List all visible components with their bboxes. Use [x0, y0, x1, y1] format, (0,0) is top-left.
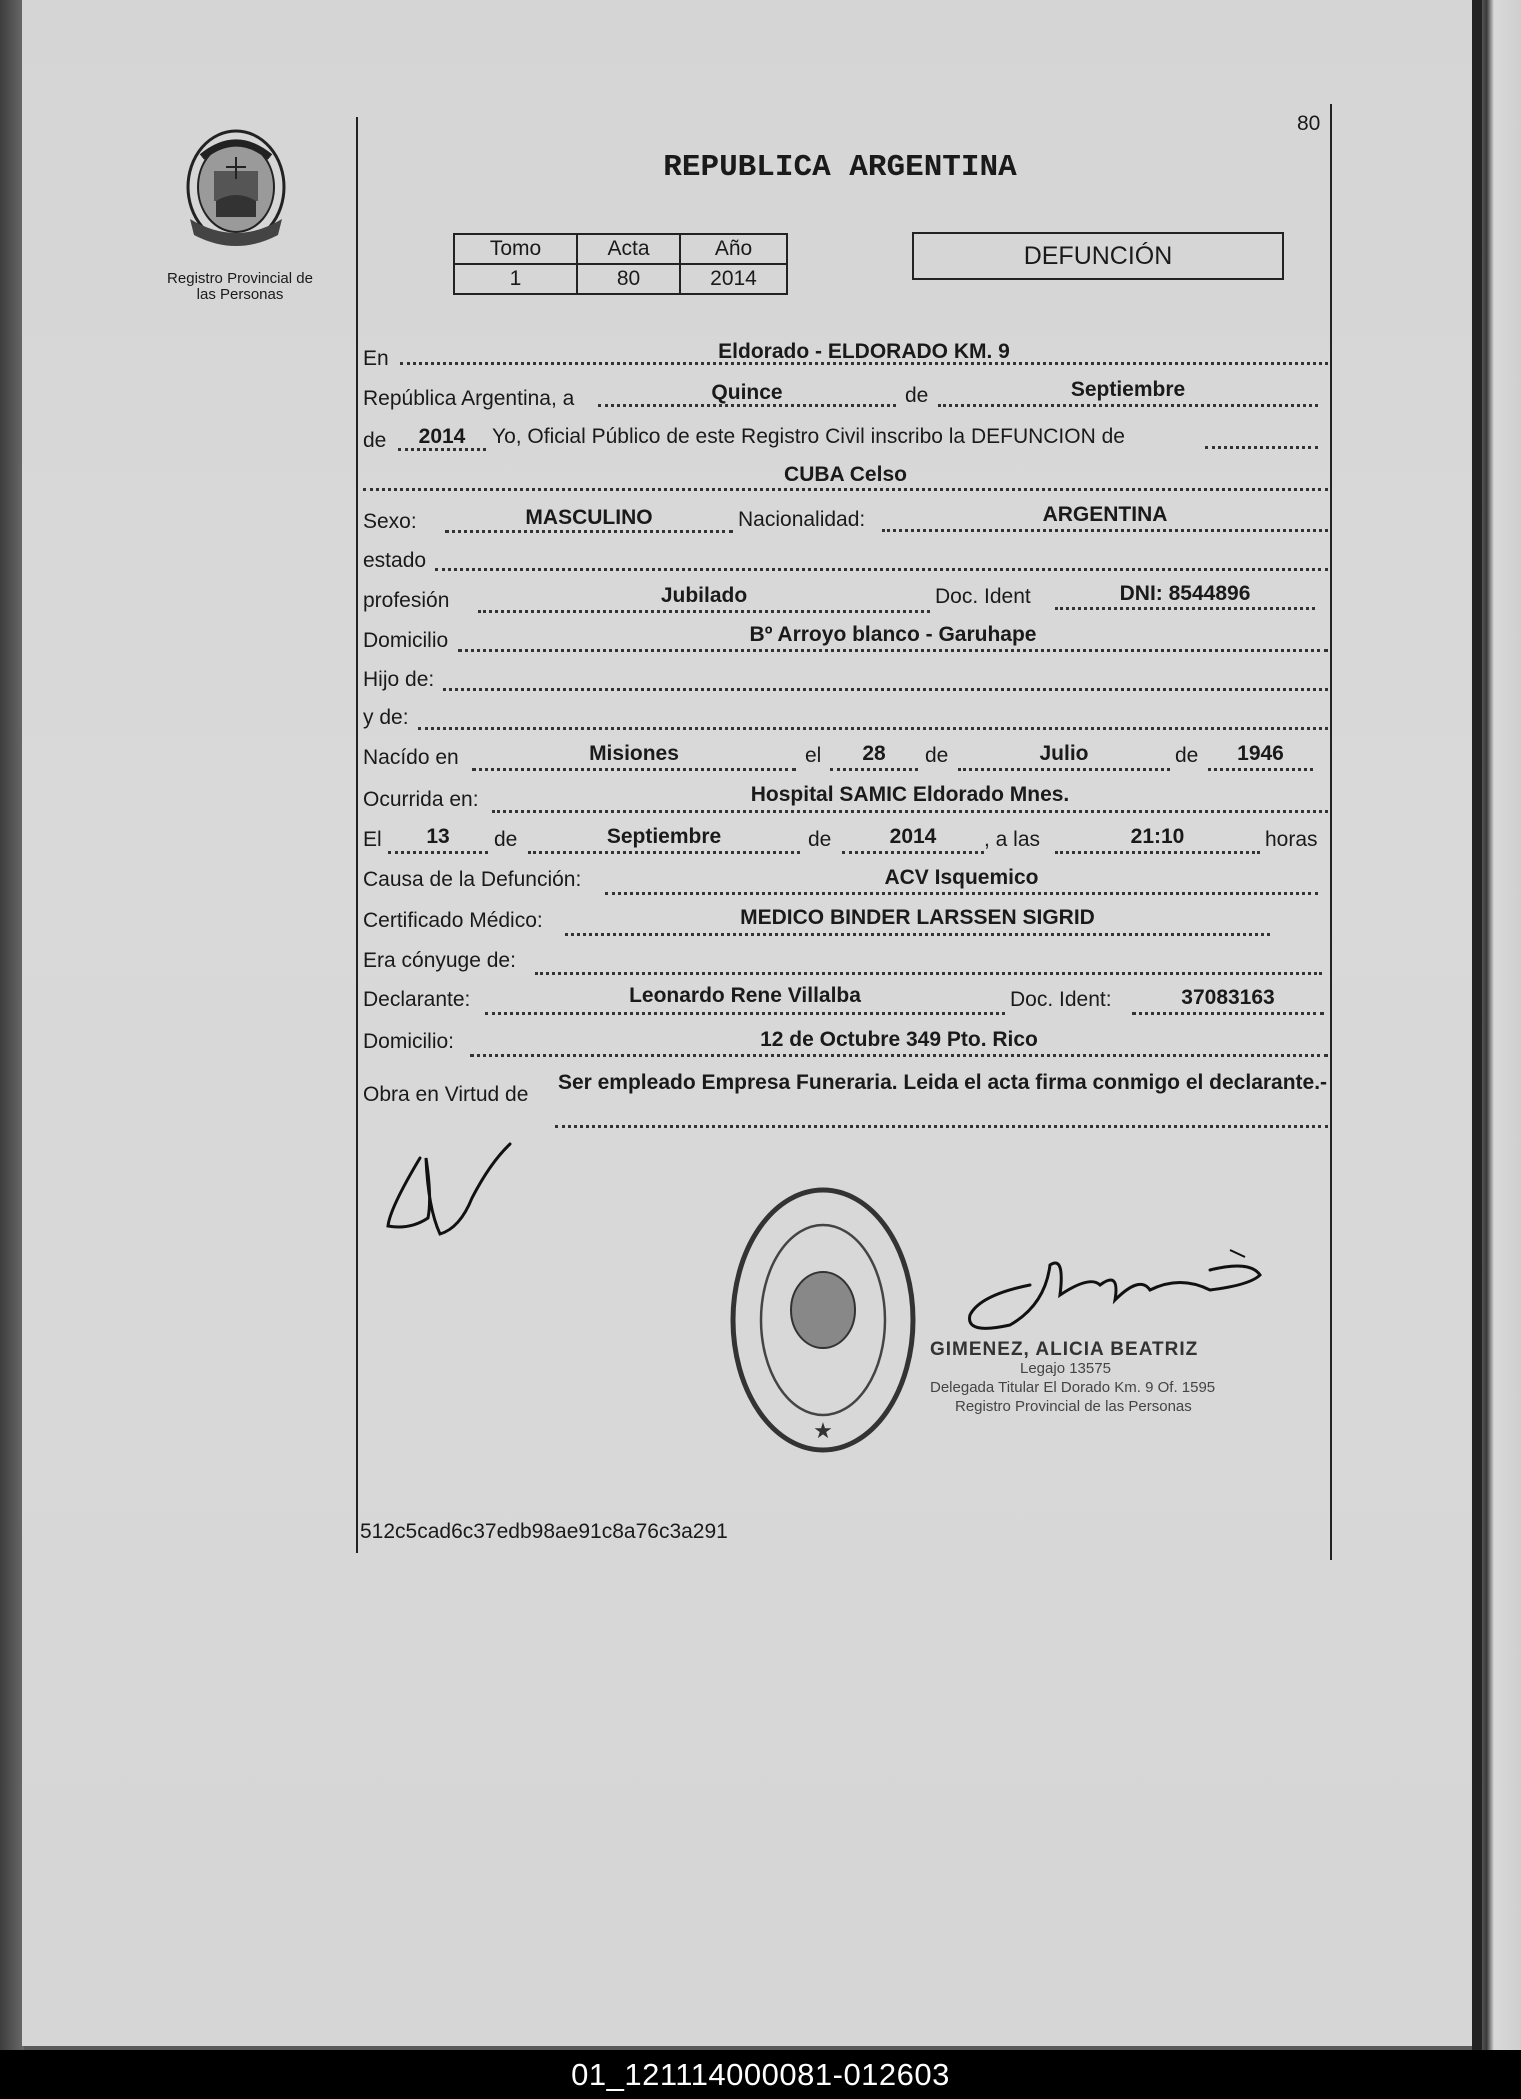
label-de: de — [363, 429, 387, 452]
label-de: de — [925, 744, 949, 767]
registrar-institution: Registro Provincial de las Personas — [955, 1398, 1192, 1415]
registrar-name: GIMENEZ, ALICIA BEATRIZ — [930, 1339, 1199, 1360]
dotted-line — [535, 972, 1322, 975]
dotted-line — [363, 488, 1328, 491]
left-margin-line — [356, 117, 358, 1553]
label-a-las: , a las — [984, 828, 1041, 851]
label-nacionalidad: Nacionalidad: — [738, 508, 866, 531]
header-acta: Acta — [577, 234, 680, 264]
dotted-line — [1055, 851, 1260, 854]
value-nacionalidad: ARGENTINA — [1042, 503, 1168, 526]
dotted-line — [388, 851, 488, 854]
value-dia: Quince — [711, 381, 783, 404]
dotted-line — [1055, 607, 1315, 610]
value-mes: Septiembre — [1070, 378, 1186, 401]
value-hora: 21:10 — [1130, 825, 1185, 848]
dotted-line — [435, 568, 1328, 571]
dotted-line — [565, 933, 1270, 936]
dotted-line — [528, 851, 800, 854]
act-type-box: DEFUNCIÓN — [912, 232, 1284, 280]
label-y-de: y de: — [363, 706, 409, 729]
label-conyuge: Era cónyuge de: — [363, 949, 516, 972]
table-header-row — [454, 234, 787, 264]
registrar-stamp — [930, 1340, 1215, 1416]
value-lugar: Eldorado - ELDORADO KM. 9 — [718, 340, 1010, 363]
page-number: 80 — [1297, 112, 1321, 135]
value-anio: 2014 — [680, 264, 787, 294]
value-anio: 2014 — [418, 425, 466, 448]
header-tomo: Tomo — [454, 234, 577, 264]
dotted-line — [472, 768, 796, 771]
value-nac-mes: Julio — [1039, 742, 1089, 765]
label-horas: horas — [1265, 828, 1318, 851]
label-doc-ident: Doc. Ident: — [1010, 988, 1112, 1011]
value-def-anio: 2014 — [889, 825, 937, 848]
registry-line-2: las Personas — [196, 286, 284, 303]
label-el: El — [363, 828, 382, 851]
value-def-mes: Septiembre — [606, 825, 722, 848]
label-de: de — [494, 828, 518, 851]
value-causa: ACV Isquemico — [884, 866, 1039, 889]
label-en: En — [363, 347, 389, 370]
value-def-dia: 13 — [426, 825, 450, 848]
value-ocurrida-en: Hospital SAMIC Eldorado Mnes. — [750, 783, 1070, 806]
label-doc-ident: Doc. Ident — [935, 585, 1031, 608]
provincia-misiones-emblem-icon — [180, 127, 292, 255]
book-reference-table — [453, 233, 788, 295]
label-yo: Yo, Oficial Público de este Registro Civil inscribo la DEFUNCION de — [492, 425, 1125, 448]
value-tomo: 1 — [454, 264, 577, 294]
label-de: de — [905, 384, 929, 407]
label-ocurrida: Ocurrida en: — [363, 788, 479, 811]
label-sexo: Sexo: — [363, 510, 417, 533]
label-de: de — [808, 828, 832, 851]
dotted-line — [458, 649, 1328, 652]
value-nac-dia: 28 — [862, 742, 886, 765]
dotted-line — [842, 851, 984, 854]
registrar-legajo: Legajo 13575 — [1020, 1360, 1111, 1377]
table-value-row — [454, 264, 787, 294]
value-acta: 80 — [577, 264, 680, 294]
value-sexo: MASCULINO — [525, 506, 653, 529]
document-page — [22, 0, 1472, 2046]
dotted-line — [445, 530, 733, 533]
dotted-line — [418, 727, 1328, 730]
scan-right-edge — [1472, 0, 1521, 2050]
value-profesion: Jubilado — [660, 584, 748, 607]
dotted-line — [555, 1125, 1328, 1128]
value-declarante-domicilio: 12 de Octubre 349 Pto. Rico — [760, 1028, 1038, 1051]
dotted-line — [1208, 768, 1313, 771]
registrar-cargo: Delegada Titular El Dorado Km. 9 Of. 1595 — [930, 1379, 1216, 1396]
document-hash: 512c5cad6c37edb98ae91c8a76c3a291 — [360, 1520, 728, 1543]
registry-name — [150, 271, 330, 303]
label-republica: República Argentina, a — [363, 387, 575, 410]
dotted-line — [443, 688, 1328, 691]
label-el: el — [805, 744, 822, 767]
dotted-line — [470, 1054, 1328, 1057]
value-nac-anio: 1946 — [1237, 742, 1284, 765]
label-obra: Obra en Virtud de — [363, 1083, 529, 1106]
header-anio: Año — [680, 234, 787, 264]
value-nombre: CUBA Celso — [784, 463, 907, 486]
label-declarante: Declarante: — [363, 988, 471, 1011]
label-profesion: profesión — [363, 589, 450, 612]
label-certificado: Certificado Médico: — [363, 909, 543, 932]
dotted-line — [882, 529, 1328, 532]
scan-left-edge — [0, 0, 24, 2050]
dotted-line — [478, 610, 930, 613]
svg-text:★: ★ — [813, 1419, 833, 1444]
label-de: de — [1175, 744, 1199, 767]
registry-line-1: Registro Provincial de — [167, 270, 313, 287]
value-declarante-doc: 37083163 — [1181, 986, 1275, 1009]
label-nacido: Nacído en — [363, 746, 459, 769]
label-hijo: Hijo de: — [363, 668, 435, 691]
label-domicilio: Domicilio: — [363, 1030, 455, 1053]
right-margin-line — [1330, 104, 1332, 1560]
value-domicilio: Bº Arroyo blanco - Garuhape — [749, 623, 1037, 646]
value-documento: DNI: 8544896 — [1119, 582, 1251, 605]
value-declarante: Leonardo Rene Villalba — [629, 984, 861, 1007]
label-causa: Causa de la Defunción: — [363, 868, 582, 891]
declarant-signature — [380, 1138, 520, 1248]
dotted-line — [485, 1012, 1005, 1015]
dotted-line — [830, 768, 918, 771]
dotted-line — [1132, 1012, 1324, 1015]
dotted-line — [938, 404, 1318, 407]
dotted-line — [958, 768, 1170, 771]
registrar-signature — [950, 1245, 1270, 1340]
country-title: REPUBLICA ARGENTINA — [663, 150, 1017, 185]
value-certificado: MEDICO BINDER LARSSEN SIGRID — [740, 906, 1095, 929]
dotted-line — [605, 892, 1318, 895]
dotted-line — [1205, 446, 1318, 449]
value-nacido-en: Misiones — [589, 742, 679, 765]
value-obra-en-virtud: Ser empleado Empresa Funeraria. Leida el acta firma conmigo el declarante.- — [557, 1071, 1328, 1094]
official-seal — [725, 1180, 925, 1460]
file-id-bar: 01_121114000081-012603 — [0, 2050, 1521, 2099]
label-estado: estado — [363, 549, 427, 572]
label-domicilio: Domicilio — [363, 629, 449, 652]
dotted-line — [492, 810, 1328, 813]
